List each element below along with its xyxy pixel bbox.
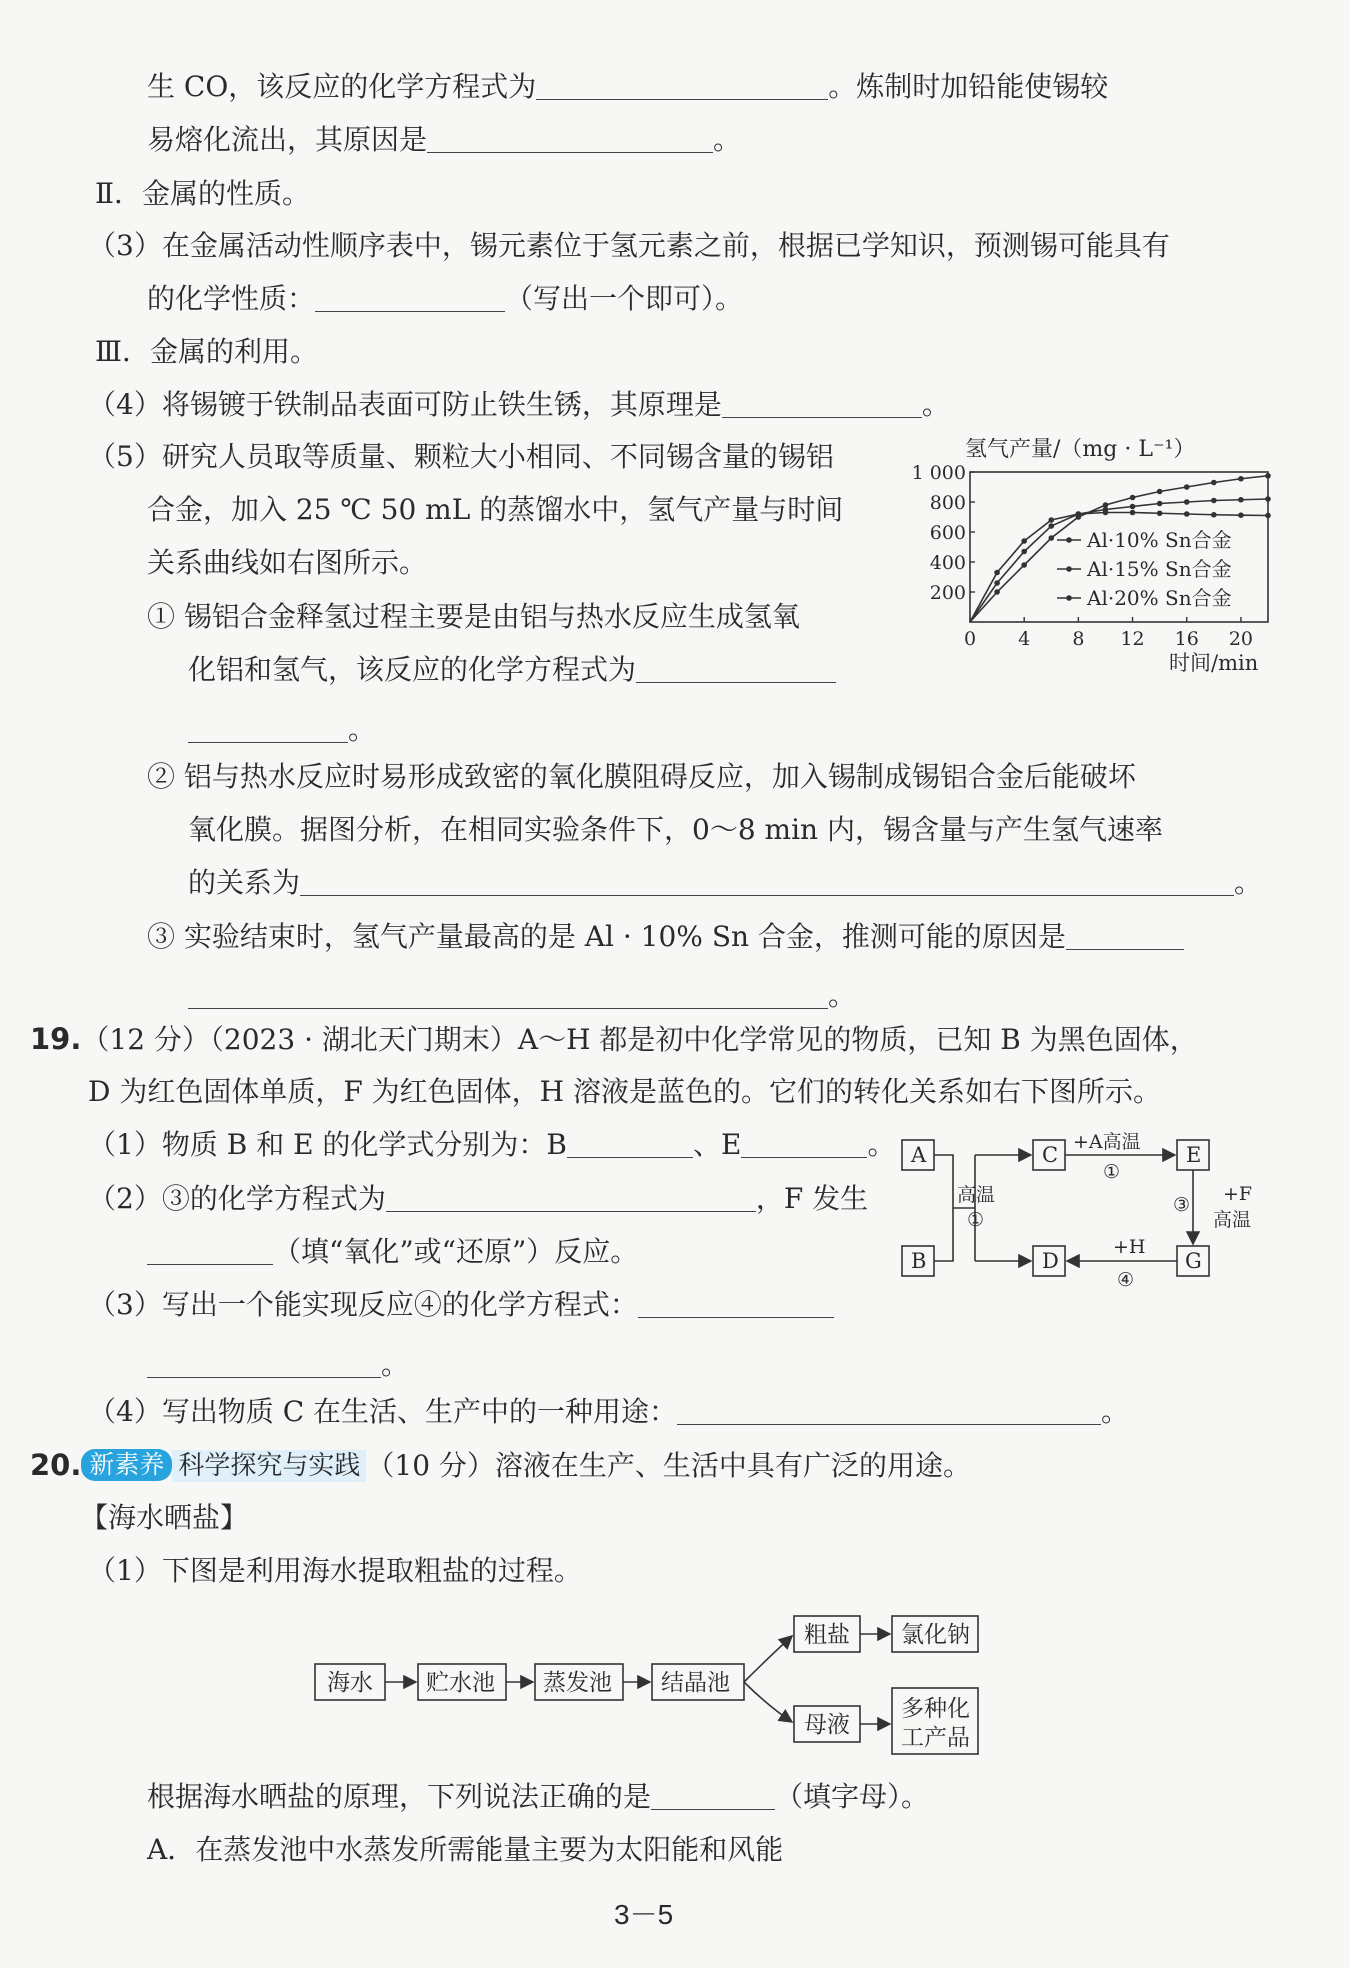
cond-1-num: ①: [967, 1209, 985, 1231]
data-point: [1265, 473, 1271, 479]
text-line: ② 铝与热水反应时易形成致密的氧化膜阻碍反应，加入锡制成锡铝合金后能破坏: [147, 760, 1136, 793]
y-tick-label: 1 000: [911, 462, 966, 484]
text-line: （1）物质 B 和 E 的化学式分别为：B 、E 。: [88, 1128, 896, 1161]
y-tick-label: 400: [929, 552, 966, 574]
node-g-label: G: [1185, 1249, 1202, 1273]
data-point: [1021, 562, 1027, 568]
data-point: [994, 580, 1000, 586]
new-literacy-badge: 新素养: [81, 1449, 172, 1481]
cond-3a: +F: [1223, 1183, 1253, 1205]
data-point: [1184, 499, 1190, 505]
legend-label: Al·15% Sn合金: [1087, 557, 1232, 581]
answer-blank[interactable]: [722, 387, 922, 418]
data-point: [994, 570, 1000, 576]
conversion-diagram: [895, 1128, 1275, 1308]
answer-blank[interactable]: [427, 122, 713, 153]
cond-1: 高温: [957, 1184, 996, 1206]
answer-blank[interactable]: [300, 865, 1234, 896]
text-line: （2）③的化学方程式为 ，F 发生: [88, 1182, 869, 1215]
data-point: [1048, 523, 1054, 529]
text-line: 生 CO，该反应的化学方程式为 。炼制时加铅能使锡较: [147, 70, 1109, 103]
data-point: [1211, 512, 1217, 518]
data-point: [1211, 498, 1217, 504]
label-crude-salt: 粗盐: [804, 1622, 850, 1648]
text-line: ① 锡铝合金释氢过程主要是由铝与热水反应生成氢氧: [147, 600, 800, 633]
data-point: [1238, 476, 1244, 482]
flow-arrow: [744, 1636, 792, 1682]
data-point: [994, 589, 1000, 595]
data-point: [1021, 538, 1027, 544]
answer-blank[interactable]: [386, 1181, 756, 1212]
answer-blank[interactable]: [677, 1394, 1101, 1425]
label-nacl: 氯化钠: [901, 1622, 970, 1648]
text-line: 。: [188, 710, 376, 750]
text-line: 。: [188, 976, 856, 1016]
text-line: 关系曲线如右图所示。: [147, 546, 428, 579]
text-line: （4）将锡镀于铁制品表面可防止铁生锈，其原理是 。: [88, 388, 950, 421]
data-point: [1103, 510, 1109, 516]
answer-blank[interactable]: [567, 1127, 693, 1158]
legend-marker: [1066, 537, 1072, 543]
label-reservoir: 贮水池: [426, 1670, 495, 1696]
legend-marker: [1066, 566, 1072, 572]
legend-label: Al·10% Sn合金: [1087, 528, 1232, 552]
label-evaporation: 蒸发池: [543, 1670, 612, 1696]
section-heading: Ⅱ．金属的性质。: [95, 177, 311, 210]
answer-blank[interactable]: [638, 1287, 834, 1318]
data-point: [1130, 495, 1136, 501]
option-a: A．在蒸发池中水蒸发所需能量主要为太阳能和风能: [147, 1833, 784, 1866]
data-point: [1076, 511, 1082, 517]
label-crystallization: 结晶池: [661, 1670, 730, 1696]
text-line: 合金，加入 25 ℃ 50 mL 的蒸馏水中，氢气产量与时间: [147, 493, 844, 526]
answer-blank[interactable]: [147, 1347, 381, 1378]
cond-3-num: ③: [1173, 1194, 1191, 1216]
data-point: [1184, 511, 1190, 517]
legend-label: Al·20% Sn合金: [1087, 586, 1232, 610]
practice-tag: 科学探究与实践: [172, 1450, 366, 1482]
bracket-lines: [934, 1155, 975, 1261]
chart-ylabel: 氢气产量/（mg · L⁻¹）: [965, 438, 1196, 462]
cond-4: +H: [1113, 1236, 1146, 1258]
data-point: [1157, 501, 1163, 507]
text-line: （5）研究人员取等质量、颗粒大小相同、不同锡含量的锡铝: [88, 440, 834, 473]
x-tick-label: 4: [1018, 628, 1031, 650]
text-line: （3）在金属活动性顺序表中，锡元素位于氢元素之前，根据已学知识，预测锡可能具有: [88, 229, 1170, 262]
chart-xlabel: 时间/min: [1169, 651, 1259, 675]
cond-1b-num: ①: [1103, 1161, 1121, 1183]
text-line: 根据海水晒盐的原理，下列说法正确的是 （填字母）。: [147, 1780, 930, 1813]
answer-blank[interactable]: [741, 1127, 867, 1158]
question-19-line-1: 19.（12 分）（2023 · 湖北天门期末）A～H 都是初中化学常见的物质，已知 B 为黑色固体，: [30, 1022, 1198, 1056]
x-tick-label: 20: [1228, 628, 1254, 650]
text-line: 。: [147, 1345, 409, 1385]
data-point: [1048, 517, 1054, 523]
legend-marker: [1066, 595, 1072, 601]
text-line: 的关系为 。: [188, 866, 1263, 899]
data-point: [1130, 504, 1136, 510]
question-20-line-1: 20. 新素养 科学探究与实践 （10 分）溶液在生产、生活中具有广泛的用途。: [30, 1448, 971, 1482]
label-products-1: 多种化: [901, 1696, 970, 1722]
label-mother-liquor: 母液: [804, 1712, 850, 1738]
data-point: [1238, 497, 1244, 503]
answer-blank[interactable]: [1066, 919, 1184, 950]
data-point: [1157, 510, 1163, 516]
data-point: [1265, 496, 1271, 502]
answer-blank[interactable]: [188, 978, 828, 1009]
answer-blank[interactable]: [147, 1234, 273, 1265]
answer-blank[interactable]: [536, 69, 828, 100]
text-line: ③ 实验结束时，氢气产量最高的是 Al · 10% Sn 合金，推测可能的原因是: [147, 917, 1184, 957]
data-point: [1211, 480, 1217, 486]
section-heading: 【海水晒盐】: [80, 1501, 249, 1534]
flow-arrow: [744, 1682, 792, 1722]
node-e-label: E: [1186, 1143, 1202, 1167]
x-tick-label: 16: [1174, 628, 1199, 650]
data-point: [1157, 489, 1163, 495]
y-tick-label: 200: [929, 582, 966, 604]
section-heading: Ⅲ．金属的利用。: [95, 335, 319, 368]
text-line: 氧化膜。据图分析，在相同实验条件下，0～8 min 内，锡含量与产生氢气速率: [188, 813, 1163, 846]
node-b-label: B: [911, 1249, 927, 1273]
x-tick-label: 12: [1120, 628, 1145, 650]
cond-4-num: ④: [1117, 1269, 1135, 1291]
hydrogen-yield-chart: [905, 438, 1285, 683]
data-point: [1048, 535, 1054, 541]
data-point: [1184, 484, 1190, 490]
node-a-label: A: [911, 1143, 927, 1167]
y-tick-label: 800: [929, 492, 966, 514]
node-d-label: D: [1042, 1249, 1059, 1273]
x-tick-label: 0: [963, 628, 977, 650]
text-line: D 为红色固体单质，F 为红色固体，H 溶液是蓝色的。它们的转化关系如右下图所示。: [88, 1075, 1162, 1108]
text-line: （1）下图是利用海水提取粗盐的过程。: [88, 1554, 582, 1587]
answer-blank[interactable]: [315, 281, 505, 312]
answer-blank[interactable]: [188, 712, 348, 743]
cond-3b: 高温: [1213, 1209, 1252, 1231]
answer-blank[interactable]: [651, 1779, 775, 1810]
node-c-label: C: [1042, 1143, 1059, 1167]
text-line: 的化学性质： （写出一个即可）。: [147, 282, 744, 315]
data-point: [1238, 512, 1244, 518]
text-line: （填“氧化”或“还原”）反应。: [147, 1232, 638, 1272]
y-tick-label: 600: [929, 522, 966, 544]
cond-1b: +A高温: [1073, 1131, 1141, 1153]
text-line: 易熔化流出，其原因是 。: [147, 123, 742, 156]
data-point: [1130, 510, 1136, 516]
text-line: （3）写出一个能实现反应④的化学方程式：: [88, 1285, 834, 1325]
text-line: （4）写出物质 C 在生活、生产中的一种用途： 。: [88, 1395, 1130, 1428]
data-point: [1265, 513, 1271, 519]
data-point: [1021, 549, 1027, 555]
text-line: 化铝和氢气，该反应的化学方程式为: [188, 650, 836, 690]
label-seawater: 海水: [327, 1670, 373, 1696]
page-number: 3－5: [614, 1899, 674, 1930]
salt-flow-diagram: [310, 1600, 1010, 1760]
x-tick-label: 8: [1072, 628, 1085, 650]
label-products-2: 工产品: [901, 1725, 970, 1751]
answer-blank[interactable]: [636, 652, 836, 683]
